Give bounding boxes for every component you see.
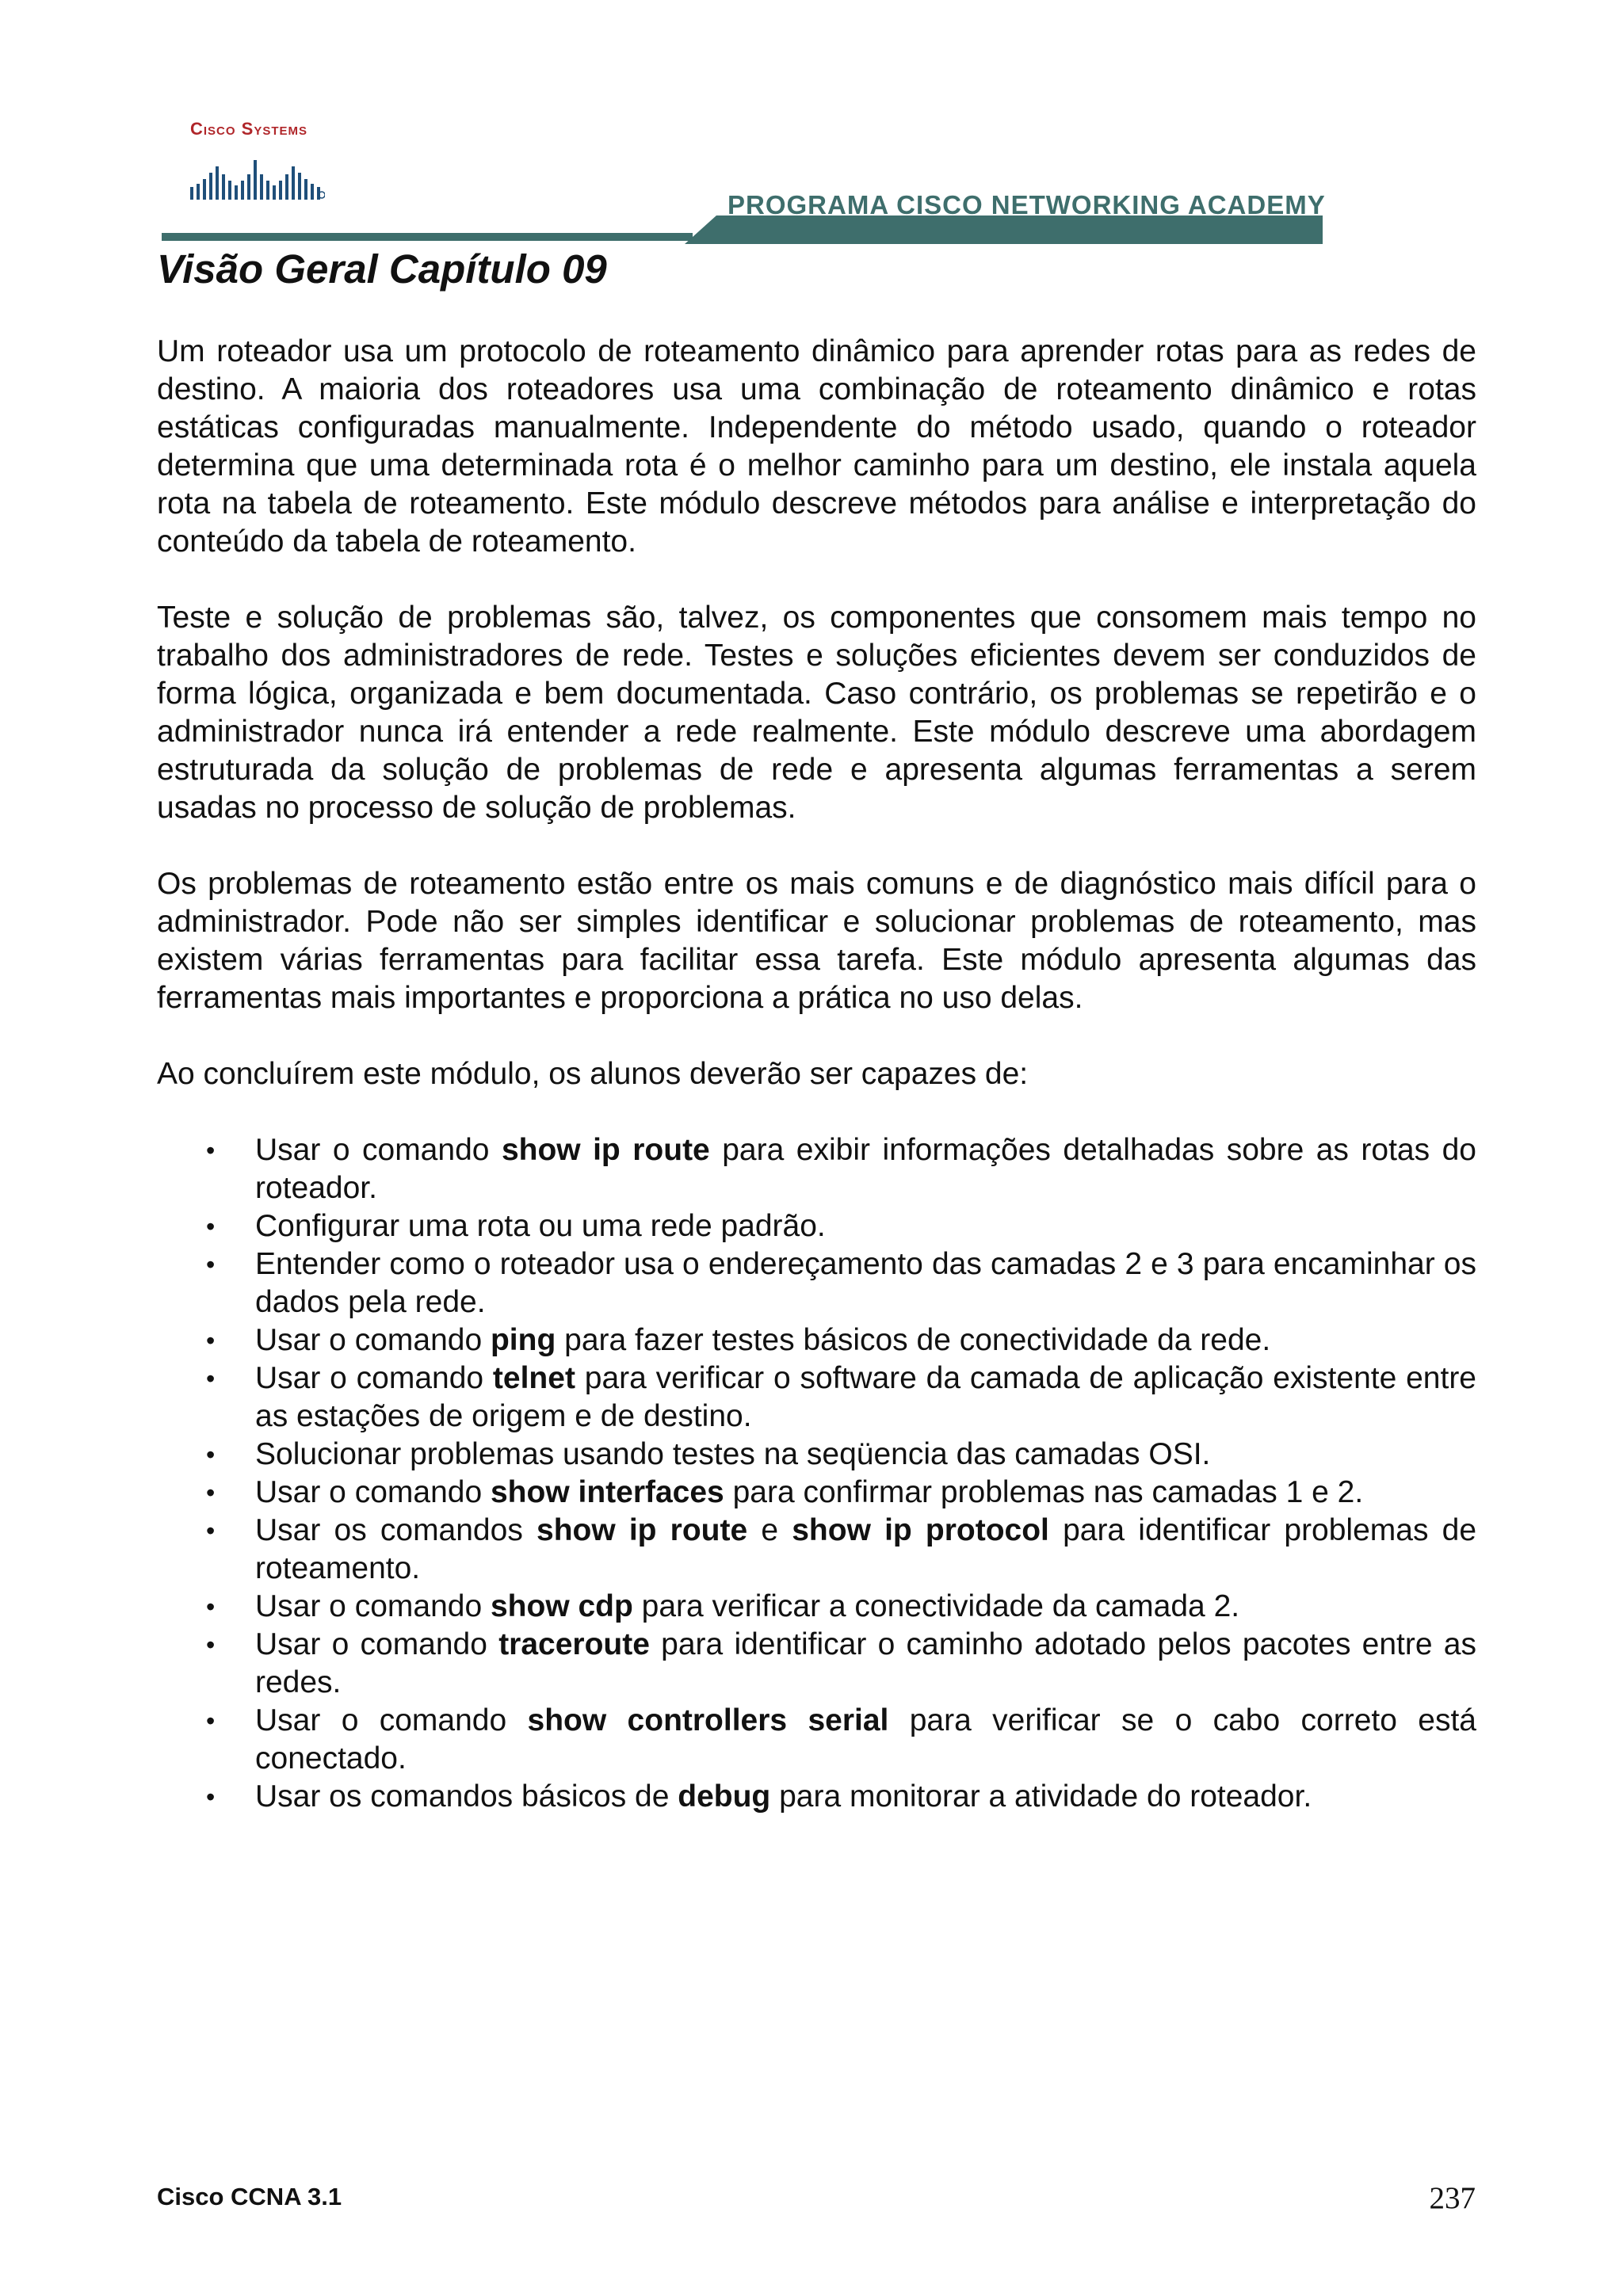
document-body	[157, 333, 1476, 1816]
list-item: • Entender como o roteador usa o endereçamento das camadas 2 e 3 para encaminhar os dados pela rede.	[157, 1245, 1476, 1322]
list-item: • Usar o comando show controllers serial para verificar se o cabo correto está conectado.	[157, 1702, 1476, 1778]
list-item: • Usar o comando show cdp para verificar a conectividade da camada 2.	[157, 1588, 1476, 1626]
cisco-bridge-icon	[190, 144, 325, 200]
list-item: • Configurar uma rota ou uma rede padrão.	[157, 1207, 1476, 1245]
paragraph-2: Teste e solução de problemas são, talvez, os componentes que consomem mais tempo no trabalho dos administradores de rede. Testes e soluções eficientes devem ser conduzidos de forma lógica, organizada e bem documentada. Caso contrário, os problemas se repetirão e o administrador nunca irá entender a rede realmente. Este módulo descreve uma abordagem estruturada da solução de problemas de rede e apresenta algumas ferramentas a serem usadas no processo de solução de problemas.	[157, 601, 1476, 825]
list-item: • Solucionar problemas usando testes na seqüencia das camadas OSI.	[157, 1436, 1476, 1474]
list-item: • Usar os comandos básicos de debug para monitorar a atividade do roteador.	[157, 1778, 1476, 1816]
footer-course-name: Cisco CCNA 3.1	[157, 2183, 342, 2210]
cisco-logo	[190, 119, 333, 200]
page-title: Visão Geral Capítulo 09	[157, 246, 607, 292]
paragraph-1: Um roteador usa um protocolo de roteamento dinâmico para aprender rotas para as redes de destino. A maioria dos roteadores usa uma combinação de roteamento dinâmico e rotas estáticas configuradas manualmente. Independente do método usado, quando o roteador determina que uma determinada rota é o melhor caminho para um destino, ele instala aquela rota na tabela de roteamento. Este módulo descreve métodos para análise e interpretação do conteúdo da tabela de roteamento.	[157, 334, 1476, 559]
paragraph-3: Os problemas de roteamento estão entre os mais comuns e de diagnóstico mais difícil para o administrador. Pode não ser simples identificar e solucionar problemas de roteamento, mas existem várias ferramentas para facilitar essa tarefa. Este módulo apresenta algumas das ferramentas mais importantes e proporciona a prática no uso delas.	[157, 867, 1476, 1015]
list-item: • Usar o comando telnet para verificar o software da camada de aplicação existente entre as estações de origem e de destino.	[157, 1360, 1476, 1436]
logo-text: Cisco Systems	[190, 119, 308, 139]
page-number: 237	[1429, 2181, 1476, 2215]
objectives-intro: Ao concluírem este módulo, os alunos deverão ser capazes de:	[157, 1057, 1029, 1091]
list-item: • Usar os comandos show ip route e show ip protocol para identificar problemas de roteamento.	[157, 1512, 1476, 1588]
list-item: • Usar o comando ping para fazer testes básicos de conectividade da rede.	[157, 1322, 1476, 1360]
list-item: • Usar o comando traceroute para identificar o caminho adotado pelos pacotes entre as redes.	[157, 1626, 1476, 1702]
header-rule	[162, 233, 693, 241]
list-item: • Usar o comando show interfaces para confirmar problemas nas camadas 1 e 2.	[157, 1474, 1476, 1512]
list-item: • Usar o comando show ip route para exibir informações detalhadas sobre as rotas do roteador.	[157, 1131, 1476, 1207]
banner-text: PROGRAMA CISCO NETWORKING ACADEMY	[727, 190, 1326, 219]
objectives-list	[157, 1131, 1476, 1816]
